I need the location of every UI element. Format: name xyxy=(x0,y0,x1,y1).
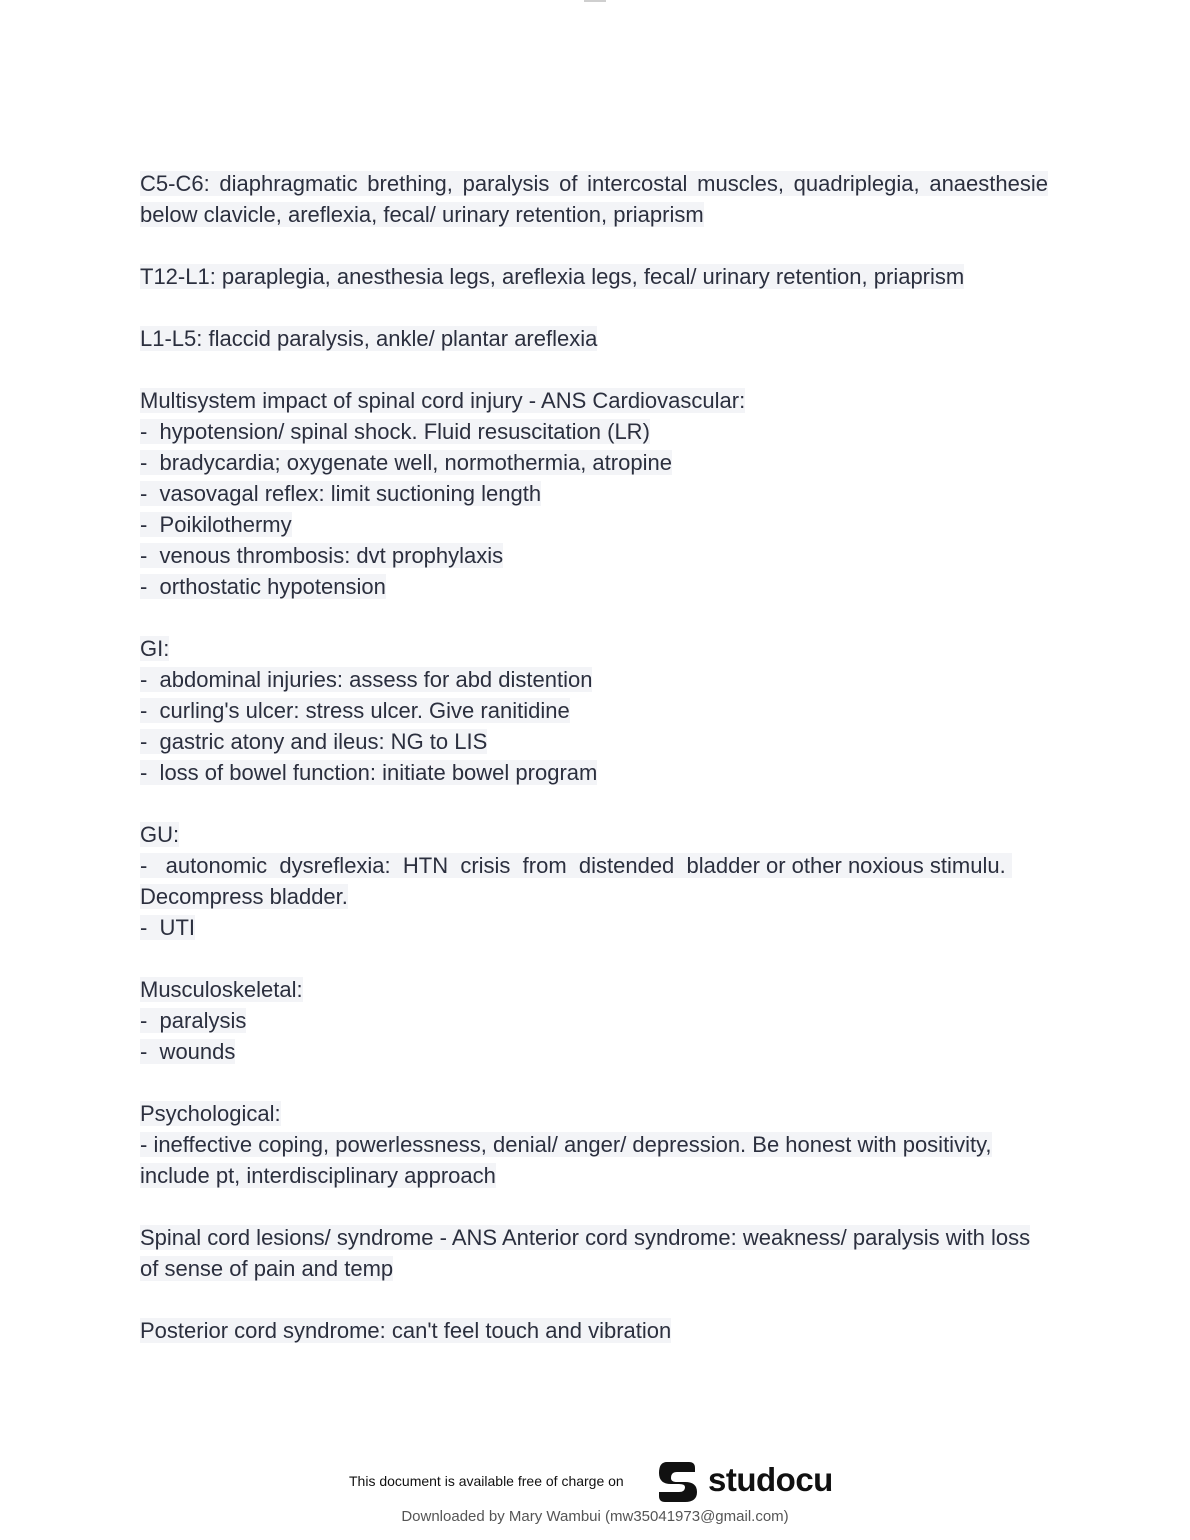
list-item: - vasovagal reflex: limit suctioning length xyxy=(140,481,542,506)
list-item: - wounds xyxy=(140,1039,236,1064)
studocu-logo[interactable] xyxy=(655,1458,845,1506)
list-item: - gastric atony and ileus: NG to LIS xyxy=(140,729,488,754)
list-item: - ineffective coping, powerlessness, denial/ anger/ depression. Be honest with positivity, include pt, interdisciplinary approach xyxy=(140,1132,992,1188)
section-gi xyxy=(140,633,1048,788)
top-mark xyxy=(584,0,606,2)
list-item: - hypotension/ spinal shock. Fluid resuscitation (LR) xyxy=(140,419,650,444)
list-item: - paralysis xyxy=(140,1008,247,1033)
paragraph-posterior-cord: Posterior cord syndrome: can't feel touch and vibration xyxy=(140,1318,672,1343)
list-item: - venous thrombosis: dvt prophylaxis xyxy=(140,543,504,568)
paragraph-c5-c6: C5-C6: diaphragmatic brething, paralysis of intercostal muscles, quadriplegia, anaesthesie below clavicle, areflexia, fecal/ urinary retention, priaprism xyxy=(140,171,1048,227)
footer-available-text: This document is available free of charge on xyxy=(349,1473,624,1489)
section-multisystem xyxy=(140,385,1048,602)
list-item: - loss of bowel function: initiate bowel program xyxy=(140,760,598,785)
paragraph-l1-l5: L1-L5: flaccid paralysis, ankle/ plantar areflexia xyxy=(140,326,598,351)
section-heading: Musculoskeletal: xyxy=(140,977,303,1002)
list-item: - curling's ulcer: stress ulcer. Give ranitidine xyxy=(140,698,570,723)
section-heading: Psychological: xyxy=(140,1101,281,1126)
document-body xyxy=(140,168,1048,1346)
list-item: - Poikilothermy xyxy=(140,512,292,537)
studocu-wordmark: studocu xyxy=(708,1461,833,1498)
section-heading: Multisystem impact of spinal cord injury - ANS Cardiovascular: xyxy=(140,388,746,413)
paragraph-anterior-cord: Spinal cord lesions/ syndrome - ANS Anterior cord syndrome: weakness/ paralysis with loss of sense of pain and temp xyxy=(140,1225,1031,1281)
section-heading: GU: xyxy=(140,822,180,847)
downloaded-by-text: Downloaded by Mary Wambui (mw35041973@gmail.com) xyxy=(401,1508,789,1525)
section-psychological xyxy=(140,1098,1048,1191)
paragraph-t12-l1: T12-L1: paraplegia, anesthesia legs, areflexia legs, fecal/ urinary retention, priaprism xyxy=(140,264,965,289)
list-item: - autonomic dysreflexia: HTN crisis from distended bladder or other noxious stimulu. Decompress bladder. xyxy=(140,853,1012,909)
list-item: - abdominal injuries: assess for abd distention xyxy=(140,667,593,692)
list-item: - bradycardia; oxygenate well, normothermia, atropine xyxy=(140,450,672,475)
list-item: - UTI xyxy=(140,915,195,940)
list-item: - orthostatic hypotension xyxy=(140,574,386,599)
section-heading: GI: xyxy=(140,636,170,661)
section-gu xyxy=(140,819,1048,943)
section-musculoskeletal xyxy=(140,974,1048,1067)
studocu-logo-icon xyxy=(655,1458,701,1504)
